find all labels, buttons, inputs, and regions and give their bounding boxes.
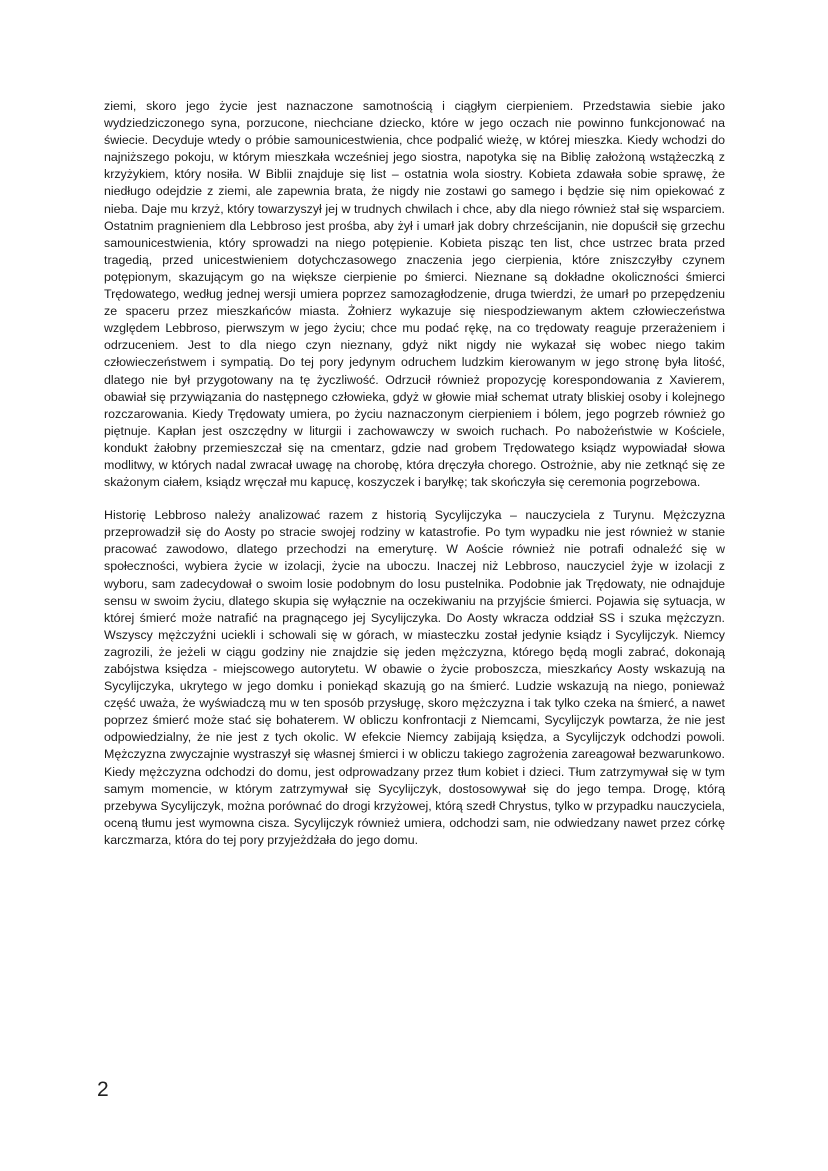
- paragraph-1: ziemi, skoro jego życie jest naznaczone samotnością i ciągłym cierpieniem. Przedstawia siebie jako wydziedziczonego syna, porzucone, niechciane dziecko, które w jego oczach nie powinno funkcjonować na świecie. Decyduje wtedy o próbie samounicestwienia, chce podpalić wieżę, w której mieszka. Kiedy wchodzi do najniższego pokoju, w którym mieszkała wcześniej jego siostra, napotyka się na Biblię założoną wstążeczką z krzyżykiem, który nosiła. W Biblii znajduje się list – ostatnia wola siostry. Kobieta zdawała sobie sprawę, że niedługo odejdzie z ziemi, ale zapewnia brata, że nigdy nie zostawi go samego i będzie się nim opiekować z nieba. Daje mu krzyż, który towarzyszył jej w trudnych chwilach i chce, aby dla niego również stał się wsparciem. Ostatnim pragnieniem dla Lebbroso jest prośba, aby żył i umarł jak dobry chrześcijanin, nie dopuścił się grzechu samounicestwienia, który sprowadzi na niego potępienie. Kobieta pisząc ten list, chce ustrzec brata przed tragedią, przed unicestwieniem dotychczasowego znaczenia jego cierpienia, które zniszczyłby czynem potępionym, skazującym go na większe cierpienie po śmierci. Nieznane są dokładne okoliczności śmierci Trędowatego, według jednej wersji umiera poprzez samozagłodzenie, druga twierdzi, że umarł po przepędzeniu ze spaceru przez mieszkańców miasta. Żołnierz wykazuje się niespodziewanym aktem człowieczeństwa względem Lebbroso, pierwszym w jego życiu; chce mu podać rękę, na co trędowaty reaguje przerażeniem i odrzuceniem. Jest to dla niego czyn nieznany, gdyż nikt nigdy nie wykazał się wobec niego takim człowieczeństwem i sympatią. Do tej pory jedynym odruchem ludzkim kierowanym w jego stronę była litość, dlatego nie był przygotowany na tę życzliwość. Odrzucił również propozycję korespondowania z Xavierem, obawiał się przywiązania do następnego człowieka, gdyż w głowie miał schemat utraty bliskiej osoby i kolejnego rozczarowania. Kiedy Trędowaty umiera, po życiu naznaczonym cierpieniem i bólem, jego pogrzeb również go piętnuje. Kapłan jest oszczędny w liturgii i zachowawczy w swoich ruchach. Po nabożeństwie w Kościele, kondukt żałobny przemieszczał się na cmentarz, gdzie nad grobem Trędowatego ksiądz wypowiadał słowa modlitwy, w których nadal zwracał uwagę na chorobę, która dręczyła chorego. Ostrożnie, aby nie zetknąć się ze skażonym ciałem, ksiądz wręczał mu kapucę, koszyczek i baryłkę; tak skończyła się ceremonia pogrzebowa.: [104, 99, 725, 490]
- page-body: [104, 98, 725, 849]
- page-number: 2: [97, 1078, 109, 1101]
- paragraph-2: Historię Lebbroso należy analizować razem z historią Sycylijczyka – nauczyciela z Turynu. Mężczyzna przeprowadził się do Aosty po stracie swojej rodziny w katastrofie. Po tym wypadku nie jest również w stanie pracować zawodowo, dlatego przechodzi na emeryturę. W Aoście również nie potrafi odnaleźć się w społeczności, wybiera życie w izolacji, życie na uboczu. Inaczej niż Lebbroso, nauczyciel żyje w izolacji z wyboru, sam zadecydował o swoim losie podobnym do losu pustelnika. Podobnie jak Trędowaty, nie odnajduje sensu w swoim życiu, dlatego skupia się wyłącznie na oczekiwaniu na przyjście śmierci. Pojawia się sytuacja, w której śmierć może natrafić na pragnącego jej Sycylijczyka. Do Aosty wkracza oddział SS i szuka mężczyzn. Wszyscy mężczyźni uciekli i schowali się w górach, w miasteczku został jedynie ksiądz i Sycylijczyk. Niemcy zagrozili, że jeżeli w ciągu godziny nie znajdzie się jeden mężczyzna, którego będą mogli zabrać, dokonają zabójstwa księdza - miejscowego autorytetu. W obawie o życie proboszcza, mieszkańcy Aosty wskazują na Sycylijczyka, ukrytego w jego domku i poniekąd skazują go na śmierć. Ludzie wskazują na niego, ponieważ część uważa, że wyświadczą mu w ten sposób przysługę, skoro mężczyzna i tak tylko czeka na śmierć, a nawet poprzez śmierć może stać się bohaterem. W obliczu konfrontacji z Niemcami, Sycylijczyk powtarza, że nie jest odpowiedzialny, że nie jest z tych okolic. W efekcie Niemcy zabijają księdza, a Sycylijczyk odchodzi powoli. Mężczyzna zwyczajnie wystraszył się własnej śmierci i w obliczu takiego zagrożenia zareagował bezwarunkowo. Kiedy mężczyzna odchodzi do domu, jest odprowadzany przez tłum kobiet i dzieci. Tłum zatrzymywał się w tym samym momencie, w którym zatrzymywał się Sycylijczyk, dostosowywał się do jego tempa. Drogę, którą przebywa Sycylijczyk, można porównać do drogi krzyżowej, którą szedł Chrystus, tylko w przypadku nauczyciela, oceną tłumu jest wymowna cisza. Sycylijczyk również umiera, odchodzi sam, nie odwiedzany nawet przez córkę karczmarza, która do tej pory przyjeżdżała do jego domu.: [104, 508, 725, 847]
